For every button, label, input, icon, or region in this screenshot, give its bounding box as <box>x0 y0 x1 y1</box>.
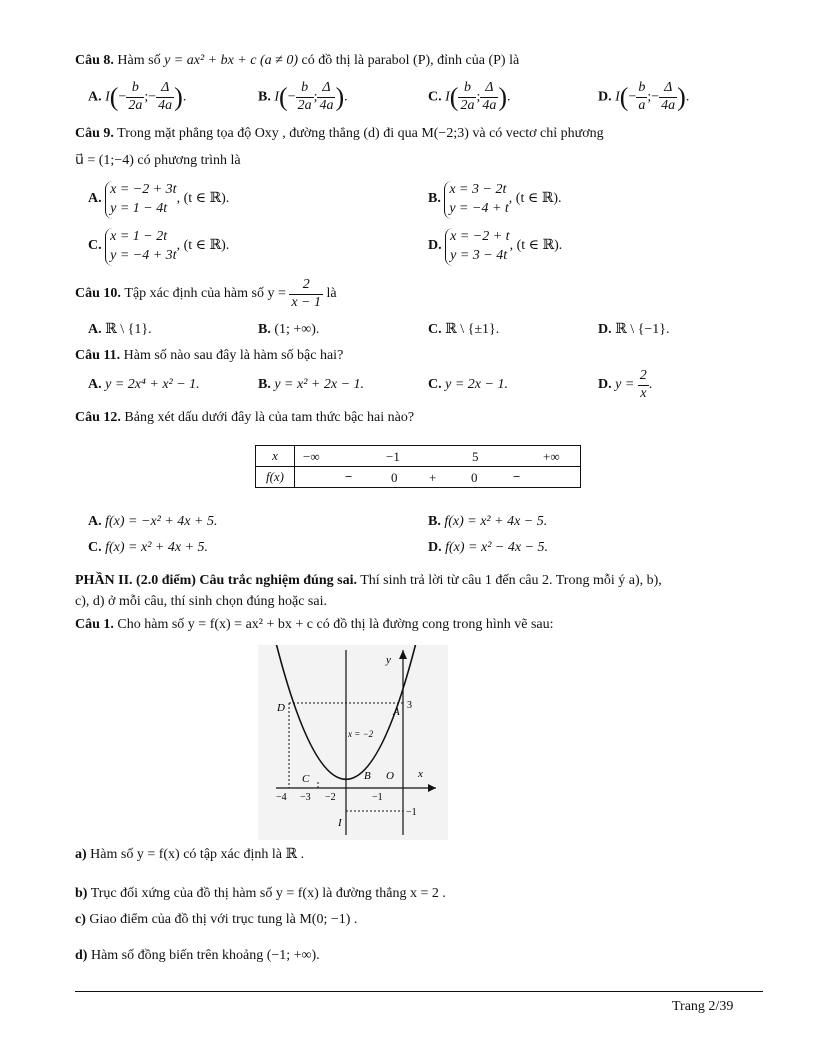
q8-stem-pre: Hàm số <box>117 53 161 68</box>
q8-stem-post: có đồ thị là parabol (P), đỉnh của (P) là <box>301 53 520 68</box>
option-text: y = <box>615 376 635 392</box>
tick-label-m3: −3 <box>300 792 311 803</box>
option-label: B. <box>428 514 441 529</box>
option-label: C. <box>428 89 442 105</box>
q10-stem <box>75 277 337 312</box>
equation-system: x = −2 + t y = 3 − 4t <box>445 228 509 266</box>
x-frac: $\frac{b}{a}$ <box>638 80 646 113</box>
x-sign: − <box>628 89 637 105</box>
table-cell: x <box>256 446 295 467</box>
q8-stem <box>75 53 519 70</box>
origin-label: O <box>386 770 394 782</box>
y-frac: $\frac{\Delta}{4a}$ <box>319 80 334 113</box>
option-frac: $\frac{2}{x}$ <box>639 368 647 401</box>
x-sign: − <box>118 89 127 105</box>
point-name: I <box>445 89 450 105</box>
q12-stem-text: Bảng xét dấu dưới đây là của tam thức bậc hai nào? <box>124 410 415 425</box>
q10-option-a[interactable] <box>88 322 152 339</box>
q8-func: y = ax² + bx + c (a ≠ 0) <box>164 53 298 68</box>
q11-option-c[interactable] <box>428 377 508 394</box>
q8-label: Câu 8. <box>75 53 114 68</box>
option-tail: , (t ∈ ℝ). <box>509 238 563 254</box>
x-frac: $\frac{b}{2a}$ <box>460 80 475 113</box>
q12-option-d[interactable] <box>428 540 548 557</box>
statement-text: Giao điểm của đồ thị với trục tung là M(0; −1) . <box>89 912 358 927</box>
q9-option-b[interactable] <box>428 181 562 219</box>
option-label: D. <box>598 89 612 105</box>
y-sign: − <box>651 89 660 105</box>
x-axis-label: x <box>418 768 423 780</box>
part2-intro-line2: c), d) ở mỗi câu, thí sinh chọn đúng hoặc sai. <box>75 594 327 609</box>
q12-option-a[interactable] <box>88 514 217 531</box>
option-label: B. <box>258 322 271 337</box>
option-text: (1; +∞). <box>274 322 320 337</box>
option-text: f(x) = x² + 4x + 5. <box>105 540 209 555</box>
q11-option-d[interactable]: D. y = $\frac{2}{x}$ . <box>598 368 653 401</box>
parabola-graph <box>258 645 448 840</box>
option-label: D. <box>598 322 612 337</box>
option-label: C. <box>88 238 102 254</box>
x-sign: − <box>287 89 296 105</box>
statement-text: Hàm số đồng biến trên khoảng (−1; +∞). <box>90 948 320 963</box>
option-text: ℝ \ {−1}. <box>615 322 670 337</box>
q9-stem-line1 <box>75 126 604 143</box>
tick-label-m1-y: −1 <box>406 807 417 818</box>
statement-text: Trục đối xứng của đồ thị hàm số y = f(x) là đường thẳng x = 2 . <box>90 886 446 901</box>
equation-system: x = 1 − 2t y = −4 + 3t <box>105 228 176 266</box>
p2q1-label: Câu 1. <box>75 617 114 632</box>
q9-stem-line2: u⃗ = (1;−4) có phương trình là <box>75 153 241 168</box>
q12-option-c[interactable] <box>88 540 208 557</box>
tick-label-m2: −2 <box>325 792 336 803</box>
q10-label: Câu 10. <box>75 285 121 301</box>
footer-divider <box>75 991 763 992</box>
option-text: f(x) = x² + 4x − 5. <box>444 514 548 529</box>
statement-text: Hàm số y = f(x) có tập xác định là ℝ . <box>90 847 305 862</box>
point-a-label: A <box>393 706 400 718</box>
q11-label: Câu 11. <box>75 348 121 363</box>
option-text: f(x) = −x² + 4x + 5. <box>105 514 218 529</box>
q12-stem <box>75 410 414 427</box>
table-row <box>256 467 581 488</box>
q9-label: Câu 9. <box>75 126 114 141</box>
equation-system: x = −2 + 3t y = 1 − 4t <box>105 181 176 219</box>
option-label: B. <box>258 377 271 392</box>
q11-option-a[interactable] <box>88 377 200 394</box>
x-frac: $\frac{b}{2a}$ <box>128 80 143 113</box>
table-cell: −∞ −1 5 +∞ <box>295 446 581 467</box>
option-label: D. <box>428 540 442 555</box>
q10-option-b[interactable] <box>258 322 319 339</box>
equation-system: x = 3 − 2t y = −4 + t <box>444 181 508 219</box>
option-tail: , (t ∈ ℝ). <box>176 191 230 207</box>
q8-option-c[interactable]: C. I( $\frac{b}{2a}$ ; $\frac{\Delta}{4a}$ ). <box>428 80 511 113</box>
statement-b[interactable] <box>75 886 446 903</box>
symmetry-axis-label: x = −2 <box>348 729 374 739</box>
option-label: A. <box>88 377 102 392</box>
p2q1-stem-text: Cho hàm số y = f(x) = ax² + bx + c có đồ thị là đường cong trong hình vẽ sau: <box>117 617 554 632</box>
statement-label: c) <box>75 912 86 927</box>
y-axis-label: y <box>386 654 391 666</box>
sign-table <box>255 445 581 488</box>
part2-intro: Thí sinh trả lời từ câu 1 đến câu 2. Trong mỗi ý a), b), <box>360 573 662 588</box>
option-label: B. <box>428 191 441 207</box>
vertex-label: I <box>338 817 342 829</box>
option-tail: , (t ∈ ℝ). <box>176 238 230 254</box>
part2-heading: PHẦN II. (2.0 điểm) Câu trắc nghiệm đúng sai. <box>75 573 357 588</box>
option-label: C. <box>428 322 442 337</box>
option-text: ℝ \ {±1}. <box>445 322 500 337</box>
option-label: A. <box>88 89 102 105</box>
q8-option-d[interactable]: D. I(− $\frac{b}{a}$ ;− $\frac{\Delta}{4a}$ ). <box>598 80 690 113</box>
point-name: I <box>274 89 280 105</box>
tick-label-m4: −4 <box>276 792 287 803</box>
statement-d[interactable] <box>75 948 320 965</box>
tick-label-m1-x: −1 <box>372 792 383 803</box>
y-frac: $\frac{\Delta}{4a}$ <box>661 80 676 113</box>
part2-heading-line <box>75 573 662 590</box>
q10-option-c[interactable] <box>428 322 499 339</box>
option-text: y = 2x − 1. <box>445 377 508 392</box>
table-row <box>256 446 581 467</box>
q10-stem-post: là <box>326 285 337 301</box>
table-cell: f(x) <box>256 467 295 488</box>
q10-stem-pre: Tập xác định của hàm số y = <box>124 285 286 301</box>
option-text: f(x) = x² − 4x − 5. <box>445 540 549 555</box>
option-label: D. <box>598 376 612 392</box>
y-sign: − <box>148 89 157 105</box>
q10-option-d[interactable] <box>598 322 669 339</box>
q9-option-d[interactable] <box>428 228 562 266</box>
option-text: ℝ \ {1}. <box>105 322 152 337</box>
option-text: y = 2x⁴ + x² − 1. <box>105 377 200 392</box>
y-frac: $\frac{\Delta}{4a}$ <box>482 80 497 113</box>
y-frac: $\frac{\Delta}{4a}$ <box>158 80 173 113</box>
q9-stem-text: Trong mặt phẳng tọa độ Oxy , đường thẳng (d) đi qua M(−2;3) và có vectơ chỉ phương <box>117 126 604 141</box>
q12-label: Câu 12. <box>75 410 121 425</box>
q12-option-b[interactable] <box>428 514 547 531</box>
point-d-label: D <box>277 702 285 714</box>
point-c-label: C <box>302 773 310 785</box>
q8-option-b[interactable]: B. I(− $\frac{b}{2a}$ ; $\frac{\Delta}{4a}$ ). <box>258 80 348 113</box>
p2q1-stem <box>75 617 554 634</box>
q11-stem <box>75 348 343 365</box>
option-label: A. <box>88 514 102 529</box>
x-frac: $\frac{b}{2a}$ <box>297 80 312 113</box>
option-label: A. <box>88 322 102 337</box>
point-name: I <box>615 89 620 105</box>
point-name: I <box>105 89 110 105</box>
q9-option-a[interactable] <box>88 181 229 219</box>
option-tail: , (t ∈ ℝ). <box>508 191 562 207</box>
point-b-label: B <box>364 770 371 782</box>
q10-frac: $\frac{2}{x - 1}$ <box>291 277 322 310</box>
option-label: D. <box>428 238 442 254</box>
statement-c[interactable] <box>75 912 357 929</box>
statement-a[interactable] <box>75 847 304 864</box>
q9-option-c[interactable] <box>88 228 229 266</box>
option-label: C. <box>88 540 102 555</box>
q11-stem-text: Hàm số nào sau đây là hàm số bậc hai? <box>123 348 344 363</box>
option-label: A. <box>88 191 102 207</box>
statement-label: d) <box>75 948 88 963</box>
statement-label: a) <box>75 847 87 862</box>
y-value-3: 3 <box>407 700 412 711</box>
page-number: Trang 2/39 <box>672 999 734 1014</box>
table-cell: − 0 + 0 − <box>295 467 581 488</box>
q11-option-b[interactable] <box>258 377 364 394</box>
option-label: C. <box>428 377 442 392</box>
statement-label: b) <box>75 886 88 901</box>
option-label: B. <box>258 89 271 105</box>
q8-option-a[interactable]: A. I(− $\frac{b}{2a}$ ;− $\frac{\Delta}{4a}$ ). <box>88 80 187 113</box>
option-text: y = x² + 2x − 1. <box>274 377 365 392</box>
